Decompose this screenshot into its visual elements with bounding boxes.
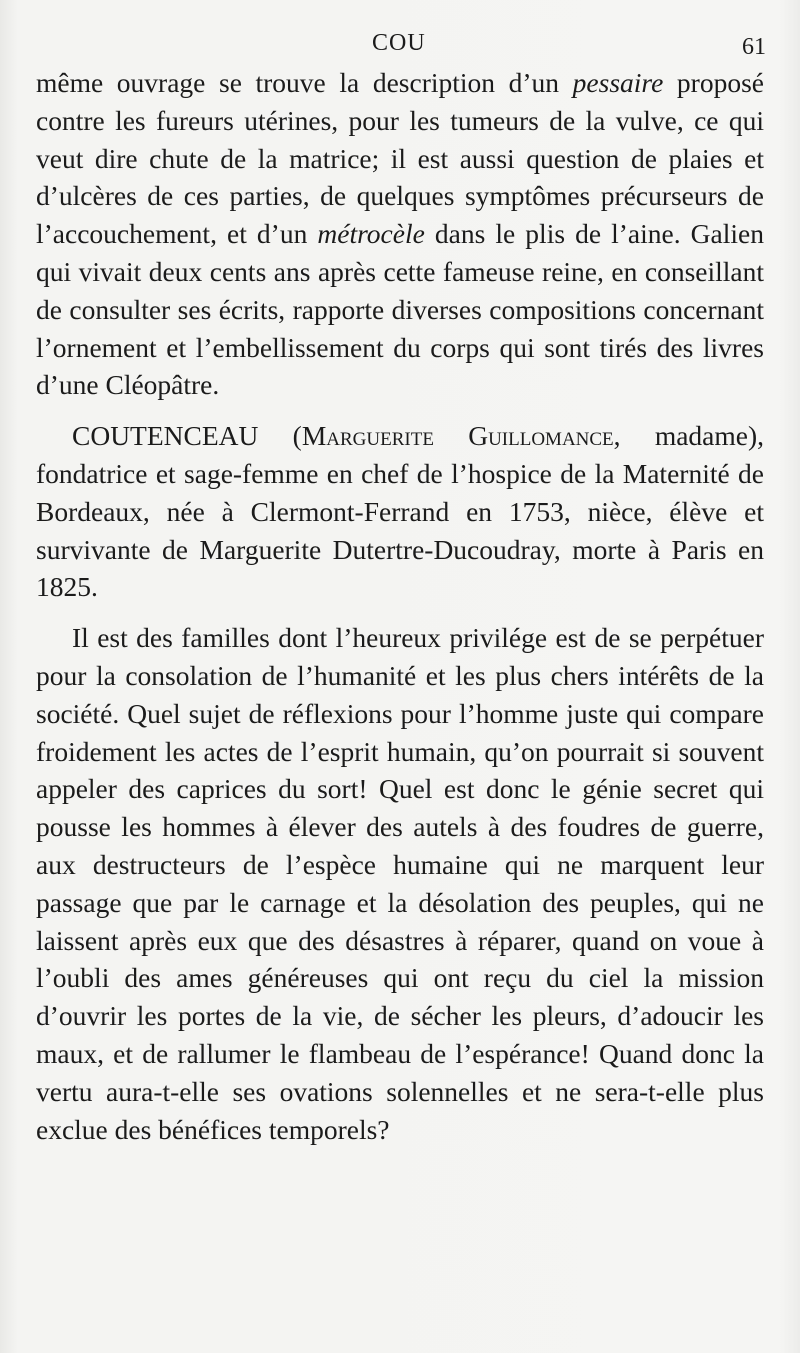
entry-coutenceau — [36, 417, 764, 606]
entry-headword: COUTENCEAU — [72, 420, 259, 452]
italic-term: pessaire — [572, 67, 664, 98]
text-run: même ouvrage se trouve la description d’un — [36, 67, 573, 98]
text-run: ( — [258, 420, 302, 452]
text-run: dans le plis de l’aine. Galien qui vivait deux cents ans après cette fameuse reine, en conseillant de consulter ses écrits, rapporte diverses compositions concernant l’ornement et l’embellissement du corps qui sont tirés des livres d’une Cléopâtre. — [36, 218, 764, 401]
italic-term: métrocèle — [317, 218, 425, 250]
running-head: COU — [372, 30, 426, 56]
paragraph-continuation — [36, 64, 764, 404]
text-run: , madame), fondatrice et sage-femme en chef de l’hospice de la Maternité de Bordeaux, née à Clermont-Ferrand en 1753, nièce, élève et survivante de Marguerite Dutertre-Ducoudray, morte à Paris en 1825. — [36, 420, 764, 603]
text-run: proposé contre les fureurs utérines, pour les tumeurs de la vulve, ce qui veut dire chute de la matrice; il est aussi question de plaies et d’ulcères de ces parties, de quelques symptômes précurseurs de l’accouchement, et d’un — [36, 67, 764, 250]
body-text — [36, 64, 764, 1148]
page-header — [0, 26, 800, 60]
page-number: 61 — [742, 34, 766, 60]
entry-fullname: Marguerite Guillomance — [301, 420, 614, 452]
paragraph: Il est des familles dont l’heureux privilége est de se perpétuer pour la consolation de l’humanité et les plus chers intérêts de la société. Quel sujet de réflexions pour l’homme juste qui compare froidement les actes de l’esprit humain, qu’on pourrait si souvent appeler des caprices du sort! Quel est donc le génie secret qui pousse les hommes à élever des autels à des foudres de guerre, aux destructeurs de l’espèce humaine qui ne marquent leur passage que par le carnage et la désolation des peuples, qui ne laissent après eux que des désastres à réparer, quand on voue à l’oubli des ames généreuses qui ont reçu du ciel la mission d’ouvrir les portes de la vie, de sécher les pleurs, d’adoucir les maux, et de rallumer le flambeau de l’espérance! Quand donc la vertu aura-t-elle ses ovations solennelles et ne sera-t-elle plus exclue des bénéfices temporels? — [36, 622, 764, 1145]
